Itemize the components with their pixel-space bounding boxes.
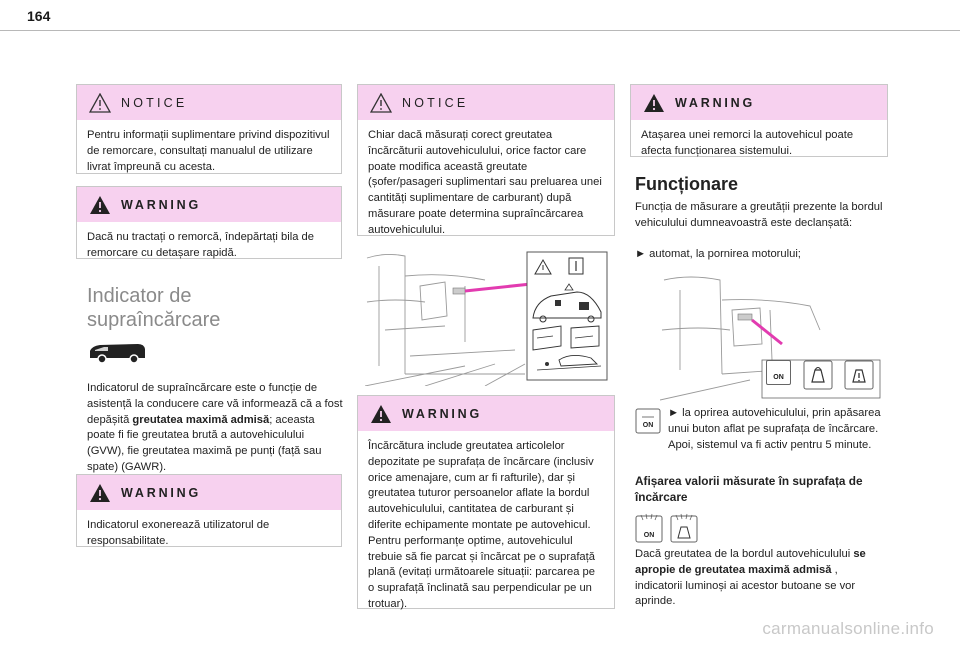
lit-buttons-icon bbox=[635, 513, 701, 543]
operation-intro: Funcția de măsurare a greutății prezente la bordul vehiculului dumneavoastră este declanșată: bbox=[635, 201, 883, 229]
on-button-label: ON bbox=[773, 374, 784, 381]
lit-text-bold: se apropie de greutatea maximă admisă bbox=[635, 548, 866, 576]
section-title-line1: Indicator de bbox=[87, 285, 192, 307]
svg-text:ON: ON bbox=[643, 532, 655, 539]
warning-title: WARNING bbox=[121, 197, 202, 212]
lit-indicators-text bbox=[635, 547, 885, 610]
on-button-small-icon bbox=[635, 408, 661, 434]
notice-title: NOTICE bbox=[121, 95, 188, 110]
warning-title: WARNING bbox=[675, 95, 756, 110]
warning-box-responsibility bbox=[76, 474, 342, 547]
notice-box-towing bbox=[76, 84, 342, 174]
overload-text-bold: greutatea maximă admisă bbox=[132, 413, 270, 426]
warning-header bbox=[77, 187, 341, 222]
section-title-line2: supraîncărcare bbox=[87, 309, 221, 331]
bullet-automatic: ► automat, la pornirea motorului; bbox=[635, 248, 801, 260]
page-number: 164 bbox=[27, 8, 51, 24]
overload-text-b: ; aceasta poate fi fie greutatea brută a autovehiculului (GVW), fie greutatea maximă pe punți (față sau spate) (GAWR). bbox=[87, 413, 322, 473]
section-title bbox=[87, 284, 220, 332]
warning-triangle-icon bbox=[643, 93, 665, 113]
bullet-manual: ► la oprirea autovehiculului, prin apăsarea unui buton aflat pe suprafața de încărcare. Apoi, sistemul va fi activ pentru 5 minute. bbox=[668, 407, 881, 451]
warning-header bbox=[358, 396, 614, 431]
warning-text: Încărcătura include greutatea articolelor depozitate pe suprafața de încărcare (inclusiv orice amenajare, cum ar fi rafturile), dar și greutatea tuturor persoanelor aflate la bordul autovehiculului, cantitatea de carburant și diferite echipamente montate pe autovehicul. Pentru performanțe optime, autovehiculul trebuie să fie parcat și încărcat pe o suprafață plană (evitați următoarele situații: parcarea pe o suprafață înclinată sau perpendicular pe un trotuar). bbox=[368, 440, 595, 610]
warning-triangle-icon bbox=[89, 483, 111, 503]
lit-text-b: , indicatorii luminoși ai acestor butoane se vor aprinde. bbox=[635, 563, 856, 608]
lit-text-a: Dacă greutatea de la bordul autovehiculului bbox=[635, 548, 854, 560]
warning-header bbox=[631, 85, 887, 120]
warning-title: WARNING bbox=[121, 485, 202, 500]
top-divider bbox=[0, 30, 960, 31]
notice-header bbox=[358, 85, 614, 120]
overload-description bbox=[87, 381, 343, 476]
weight-measure-button-icon bbox=[803, 360, 833, 390]
overload-warning-button-icon bbox=[844, 360, 874, 390]
warning-triangle-icon bbox=[89, 195, 111, 215]
overload-text-a: Indicatorul de supraîncărcare este o funcție de asistență la conducere care vă informează că a fost depășită bbox=[87, 382, 343, 426]
caution-triangle-icon bbox=[89, 93, 111, 113]
watermark: carmanualsonline.info bbox=[762, 619, 934, 638]
van-icon bbox=[86, 340, 148, 364]
warning-text: Indicatorul exonerează utilizatorul de responsabilitate. bbox=[87, 519, 270, 547]
warning-text: Atașarea unei remorci la autovehicul poate afecta funcționarea sistemului. bbox=[641, 129, 854, 157]
warning-header bbox=[77, 475, 341, 510]
warning-triangle-icon bbox=[370, 404, 392, 424]
warning-text: Dacă nu tractați o remorcă, îndepărtați bila de remorcare cu detașare rapidă. bbox=[87, 231, 314, 259]
notice-box-measurement bbox=[357, 84, 615, 236]
display-subheading: Afișarea valorii măsurate în suprafața de încărcare bbox=[635, 474, 863, 504]
notice-title: NOTICE bbox=[402, 95, 469, 110]
on-button-icon bbox=[766, 360, 791, 385]
notice-header bbox=[77, 85, 341, 120]
operation-heading: Funcționare bbox=[635, 174, 739, 194]
warning-box-towball bbox=[76, 186, 342, 259]
svg-text:ON: ON bbox=[642, 422, 654, 429]
cargo-area-label-illustration bbox=[365, 246, 609, 386]
caution-triangle-icon bbox=[370, 93, 392, 113]
warning-box-load bbox=[357, 395, 615, 609]
warning-box-trailer bbox=[630, 84, 888, 157]
notice-text: Chiar dacă măsurați corect greutatea încărcăturii autovehiculului, orice factor care poate modifica această greutate (șofer/pasageri suplimentari sau preluarea unei cantități suplimentare de carburant) după măsurare poate determina supraîncărcarea autovehiculului. bbox=[368, 129, 602, 236]
warning-title: WARNING bbox=[402, 406, 483, 421]
notice-text: Pentru informații suplimentare privind dispozitivul de remorcare, consultați manualul de utilizare livrat împreună cu acesta. bbox=[87, 129, 330, 173]
